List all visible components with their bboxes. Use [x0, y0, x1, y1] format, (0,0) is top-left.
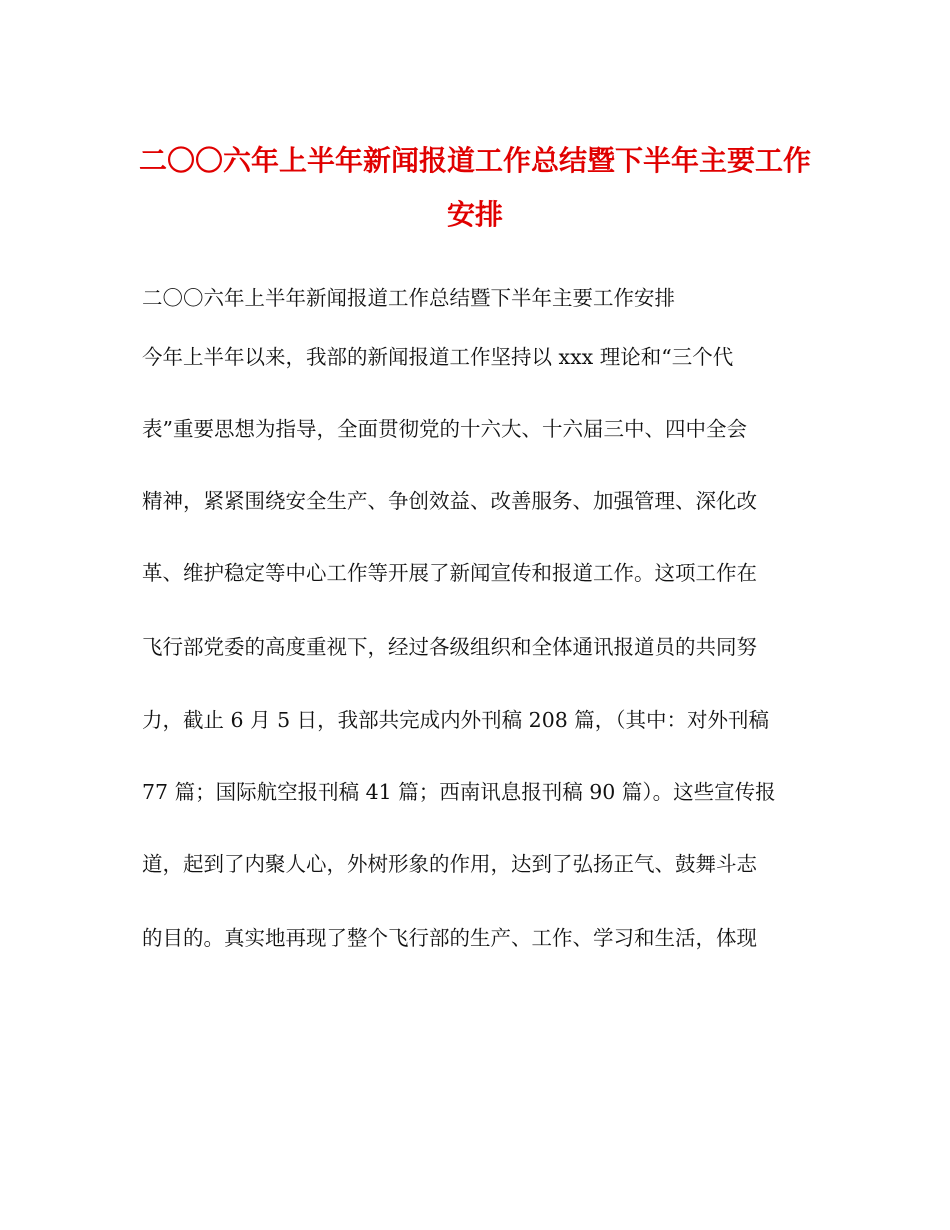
- body-paragraph-line: 精神，紧紧围绕安全生产、争创效益、改善服务、加强管理、深化改: [142, 489, 757, 513]
- body-paragraph-line: 表”重要思想为指导，全面贯彻党的十六大、十六届三中、四中全会: [142, 417, 747, 441]
- body-paragraph-line: 力，截止 6 月 5 日，我部共完成内外刊稿 208 篇，（其中：对外刊稿: [142, 708, 770, 732]
- body-paragraph-line: 飞行部党委的高度重视下，经过各级组织和全体通讯报道员的共同努: [142, 635, 757, 659]
- body-paragraph-line: 革、维护稳定等中心工作等开展了新闻宣传和报道工作。这项工作在: [142, 561, 757, 585]
- document-title-line-1: 二〇〇六年上半年新闻报道工作总结暨下半年主要工作: [138, 144, 811, 177]
- body-paragraph-line: 的目的。真实地再现了整个飞行部的生产、工作、学习和生活，体现: [142, 926, 757, 950]
- body-paragraph-line: 道，起到了内聚人心，外树形象的作用，达到了弘扬正气、鼓舞斗志: [142, 852, 757, 876]
- body-paragraph-line: 今年上半年以来，我部的新闻报道工作坚持以 xxx 理论和“三个代: [142, 345, 734, 369]
- body-subtitle: 二〇〇六年上半年新闻报道工作总结暨下半年主要工作安排: [142, 286, 675, 310]
- document-title-line-2: 安排: [446, 198, 503, 231]
- body-paragraph-line: 77 篇；国际航空报刊稿 41 篇；西南讯息报刊稿 90 篇）。这些宣传报: [142, 780, 776, 804]
